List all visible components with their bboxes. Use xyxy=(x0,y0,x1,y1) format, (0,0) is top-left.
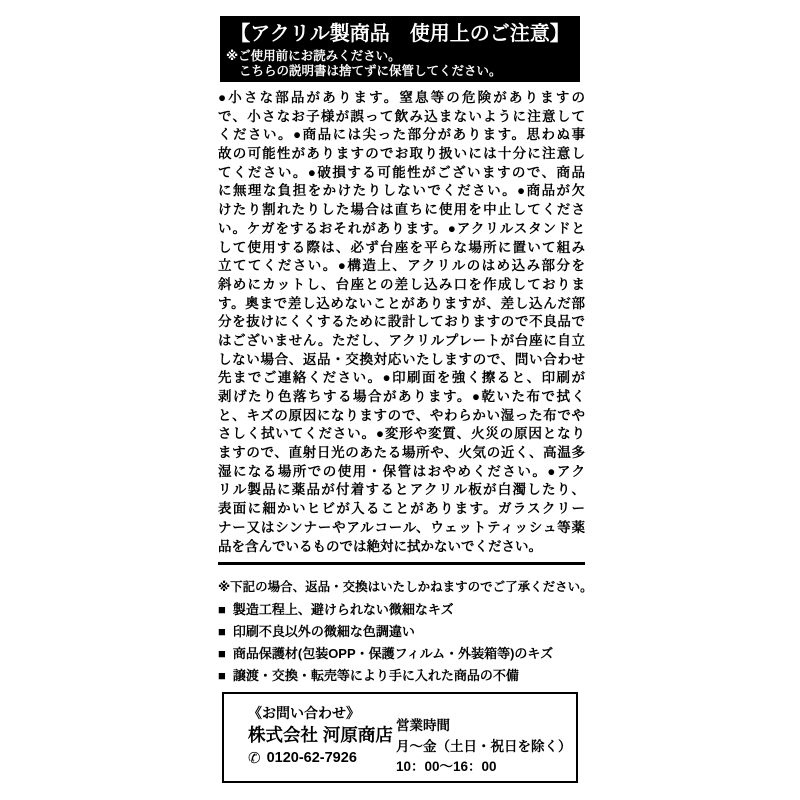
precaution-text-line: てください。●破損する可能性がございますので、商品 xyxy=(218,164,585,180)
precaution-text-line: す。奥まで差し込めないことがありますが、差し込んだ部 xyxy=(218,295,585,311)
precaution-text-line: 故の可能性がありますのでお取り扱いには十分に注意し xyxy=(218,146,585,162)
precaution-text-line: 斜めにカットし、台座との差し込み口を作成しておりま xyxy=(218,276,585,292)
returns-policy-notice: ※下記の場合、返品・交換はいたしかねますのでご了承ください。 xyxy=(218,580,593,594)
returns-exclusion-text: 印刷不良以外の微細な色調違い xyxy=(232,624,415,639)
square-bullet-icon: ■ xyxy=(218,646,226,661)
precaution-text-line: して使用する際は、必ず台座を平らな場所に置いて組み xyxy=(218,239,585,255)
precaution-text-line: 湿になる場所での使用・保管はおやめください。●アク xyxy=(218,463,585,479)
precaution-text-line: ますので、直射日光のあたる場所や、火気の近く、高温多 xyxy=(218,445,585,461)
precaution-text-line: 立ててください。●構造上、アクリルのはめ込み部分を xyxy=(218,258,585,274)
precaution-text-line: はございません。ただし、アクリルプレートが台座に自立 xyxy=(218,332,585,348)
precaution-text-line: さしく拭いてください。●変形や変質、火災の原因となり xyxy=(218,426,585,442)
phone-row xyxy=(248,750,357,766)
section-divider xyxy=(218,562,585,565)
precaution-text-line: で、小さなお子様が誤って飲み込まないように注意して xyxy=(218,108,585,124)
business-hours-line: 10：00～16：00 xyxy=(396,759,497,774)
precaution-text-line: しない場合、返品・交換対応いたしますので、問い合わせ xyxy=(218,351,585,367)
precaution-text-line: 先までご連絡ください。●印刷面を強く擦ると、印刷が xyxy=(218,370,585,386)
square-bullet-icon: ■ xyxy=(218,624,226,639)
square-bullet-icon: ■ xyxy=(218,668,226,683)
warning-title: 【アクリル製商品 使用上のご注意】 xyxy=(230,23,570,45)
returns-exclusion-text: 製造工程上、避けられない微細なキズ xyxy=(232,602,454,617)
pre-use-notes xyxy=(226,49,574,79)
pre-use-note-line: こちらの説明書は捨てずに保管してください。 xyxy=(239,64,502,78)
company-name: 株式会社 河原商店 xyxy=(248,725,393,745)
precaution-text-line: い。ケガをするおそれがあります。●アクリルスタンドと xyxy=(218,220,585,236)
precaution-text-line: ナー又はシンナーやアルコール、ウェットティッシュ等薬 xyxy=(218,519,585,535)
precaution-text-line: に無理な負担をかけたりしないでください。●商品が欠 xyxy=(218,183,585,199)
contact-heading: 《お問い合わせ》 xyxy=(248,705,360,721)
precaution-text-line: ください。●商品には尖った部分があります。思わぬ事 xyxy=(218,127,585,143)
returns-exclusion-list xyxy=(218,599,590,687)
returns-exclusion-text: 商品保護材(包装OPP・保護フィルム・外装箱等)のキズ xyxy=(232,646,554,661)
precaution-text-line: 品を含んでいるものでは絶対に拭かないでください。 xyxy=(218,538,542,554)
precaution-text-line: と、キズの原因になりますので、やわらかい湿った布でや xyxy=(218,407,585,423)
business-hours-line: 月～金（土日・祝日を除く） xyxy=(396,738,572,754)
business-hours-label: 営業時間 xyxy=(396,718,450,733)
precaution-text-line: 表面に細かいヒビが入ることがあります。ガラスクリー xyxy=(218,501,585,517)
contact-info-box xyxy=(222,692,578,783)
phone-number: 0120-62-7926 xyxy=(266,750,357,766)
phone-icon: ✆ xyxy=(248,749,261,767)
business-hours xyxy=(396,716,572,778)
pre-use-note-line: ※ご使用前にお読みください。 xyxy=(226,49,401,63)
precaution-text-line: けたり割れたりした場合は直ちに使用を中止してくださ xyxy=(218,202,585,218)
business-hours-lines xyxy=(396,737,572,778)
precaution-text-line: リル製品に薬品が付着するとアクリル板が白濁したり、 xyxy=(218,482,585,498)
warning-header-banner xyxy=(220,16,580,82)
returns-exclusion-item xyxy=(218,599,590,621)
returns-exclusion-item xyxy=(218,621,590,643)
returns-exclusion-text: 譲渡・交換・転売等により手に入れた商品の不備 xyxy=(232,668,519,683)
returns-exclusion-item xyxy=(218,643,590,665)
precautions-paragraph xyxy=(218,89,585,556)
returns-exclusion-item xyxy=(218,665,590,687)
square-bullet-icon: ■ xyxy=(218,602,226,617)
precaution-text-line: ●小さな部品があります。窒息等の危険がありますの xyxy=(218,90,585,105)
precaution-text-line: 分を抜けにくくするために設計しておりますので不良品で xyxy=(218,314,585,330)
precaution-text-line: 剥げたり色落ちする場合があります。●乾いた布で拭く xyxy=(218,389,585,404)
